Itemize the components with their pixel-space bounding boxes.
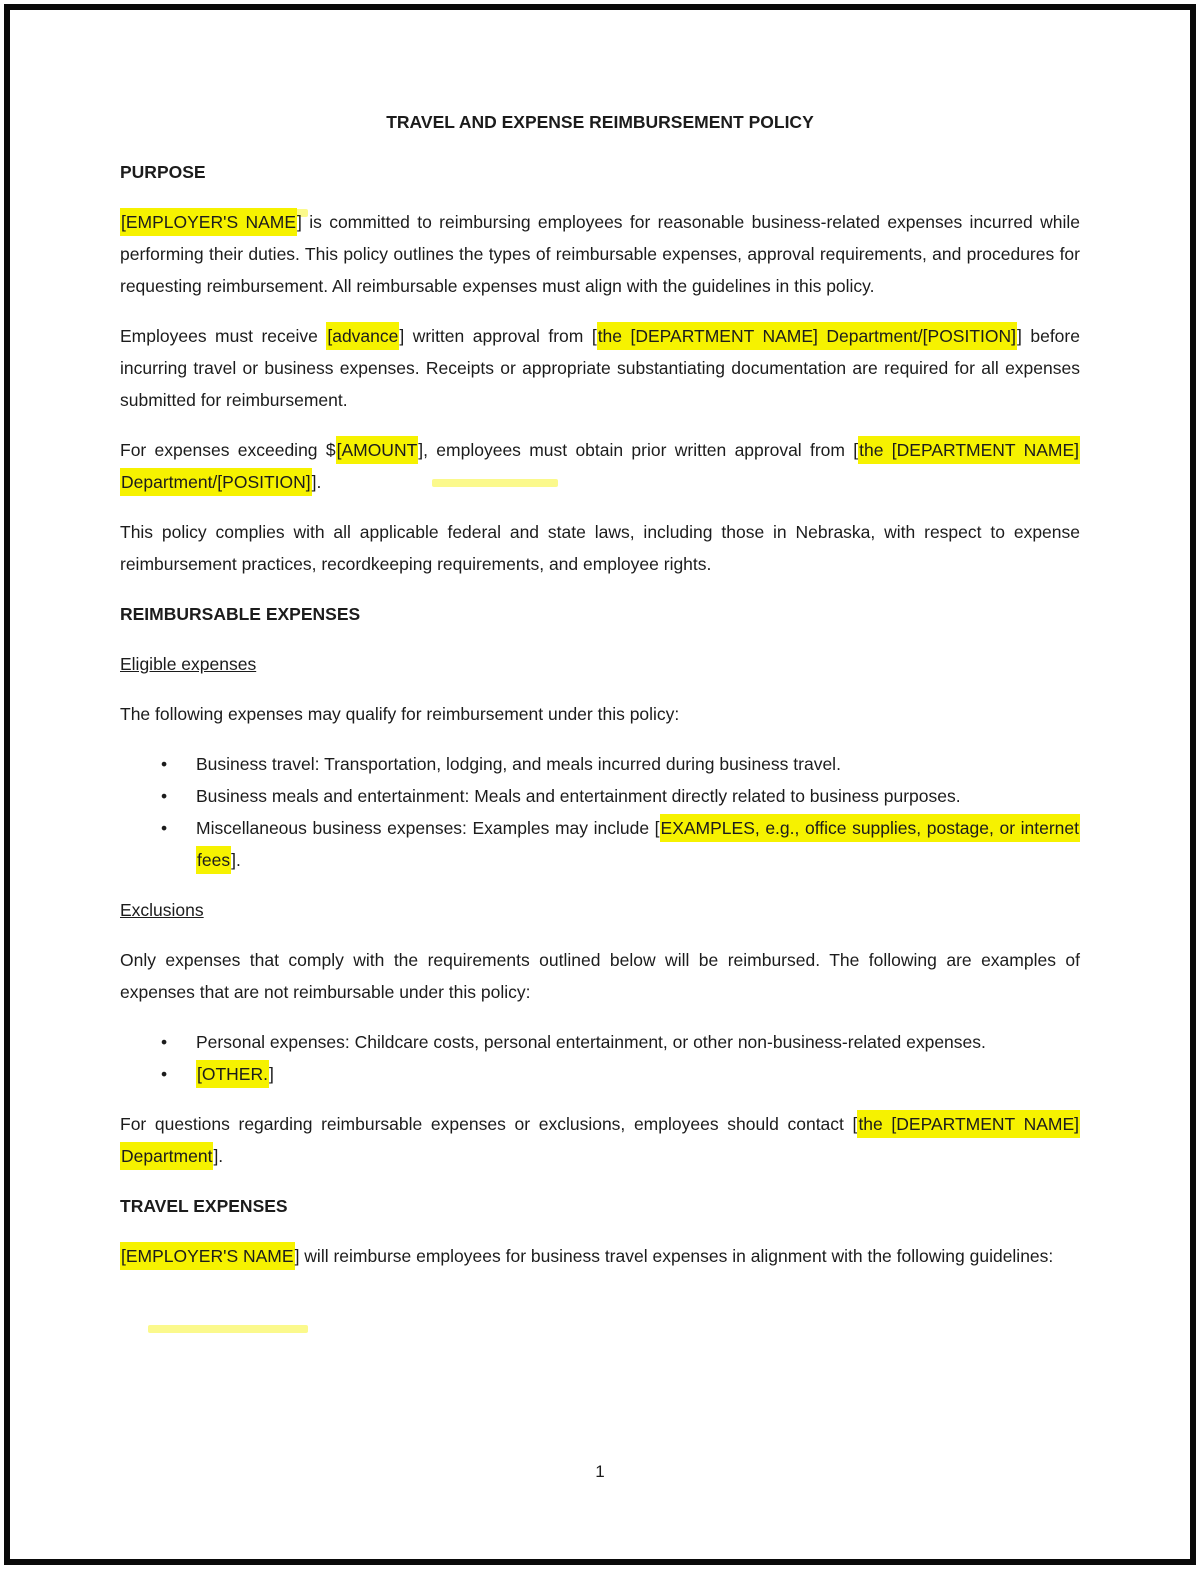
page-number: 1 [595, 1462, 605, 1481]
highlighted-placeholder: the [DEPARTMENT NAME] Department/[POSITION] [120, 436, 1080, 496]
text-run: Miscellaneous business expenses: Examples may include [ [196, 818, 660, 838]
exclusions-list [120, 1026, 1080, 1090]
subheading-exclusions: Exclusions [120, 900, 204, 920]
text-run: Only expenses that comply with the requirements outlined below will be reimbursed. The following are examples of expenses that are not reimbursable under this policy: [120, 950, 1080, 1002]
text-run: ]. [213, 1146, 224, 1166]
subheading-eligible-expenses: Eligible expenses [120, 654, 257, 674]
paragraph-compliance [120, 516, 1080, 580]
paragraph-eligible-intro [120, 698, 1080, 730]
text-run: Business meals and entertainment: Meals and entertainment directly related to business purposes. [196, 786, 961, 806]
list-item-business-meals [196, 780, 1080, 812]
highlighted-placeholder: the [DEPARTMENT NAME] Department [120, 1110, 1080, 1170]
document-title: TRAVEL AND EXPENSE REIMBURSEMENT POLICY [386, 112, 814, 132]
text-run: ], employees must obtain prior written approval from [ [418, 440, 859, 460]
heading-reimbursable-expenses: REIMBURSABLE EXPENSES [120, 604, 361, 624]
highlighted-placeholder: [EMPLOYER'S NAME [120, 1242, 295, 1270]
paragraph-questions-contact [120, 1108, 1080, 1172]
highlighted-placeholder: [OTHER. [196, 1060, 269, 1088]
list-item-other [196, 1058, 1080, 1090]
text-run: ] written approval from [ [399, 326, 597, 346]
text-run: ] is committed to reimbursing employees for reasonable business-related expenses incurred while performing their duties. This policy outlines the types of reimbursable expenses, approval requirements, and procedures for requesting reimbursement. All reimbursable expenses must align with the guidelines in this policy. [120, 212, 1080, 296]
paragraph-amount-approval [120, 434, 1080, 498]
paragraph-travel-intro [120, 1240, 1080, 1272]
document-content [120, 106, 1080, 1290]
paragraph-exclusions-intro [120, 944, 1080, 1008]
highlighted-placeholder: [AMOUNT [336, 436, 419, 464]
text-run: ] will reimburse employees for business travel expenses in alignment with the following guidelines: [294, 1246, 1054, 1266]
paragraph-advance-approval [120, 320, 1080, 416]
text-run: ]. [231, 850, 241, 870]
highlighted-placeholder: the [DEPARTMENT NAME] Department/[POSITION] [597, 322, 1017, 350]
text-run: For questions regarding reimbursable expenses or exclusions, employees should contact [ [120, 1114, 858, 1134]
heading-purpose: PURPOSE [120, 162, 206, 182]
paragraph-commitment [120, 206, 1080, 302]
list-item-miscellaneous [196, 812, 1080, 876]
text-run: For expenses exceeding $ [120, 440, 336, 460]
highlight-artifact [148, 1325, 308, 1333]
heading-travel-expenses: TRAVEL EXPENSES [120, 1196, 288, 1216]
text-run: ] before incurring travel or business expenses. Receipts or appropriate substantiating documentation are required for all expenses submitted for reimbursement. [120, 326, 1080, 410]
list-item-business-travel [196, 748, 1080, 780]
text-run: Employees must receive [120, 326, 327, 346]
text-run: This policy complies with all applicable federal and state laws, including those in Nebraska, with respect to expense reimbursement practices, recordkeeping requirements, and employee rights. [120, 522, 1080, 574]
text-run: ]. [311, 472, 322, 492]
text-run: Personal expenses: Childcare costs, personal entertainment, or other non-business-related expenses. [196, 1032, 986, 1052]
highlighted-placeholder: [advance [326, 322, 399, 350]
list-item-personal-expenses [196, 1026, 1080, 1058]
text-run: ] [268, 1064, 274, 1084]
eligible-expenses-list [120, 748, 1080, 876]
highlighted-placeholder: EXAMPLES, e.g., office supplies, postage, or internet fees [196, 814, 1080, 874]
text-run: The following expenses may qualify for reimbursement under this policy: [120, 704, 680, 724]
highlighted-placeholder: [EMPLOYER'S NAME [120, 208, 297, 236]
text-run: Business travel: Transportation, lodging, and meals incurred during business travel. [196, 754, 841, 774]
